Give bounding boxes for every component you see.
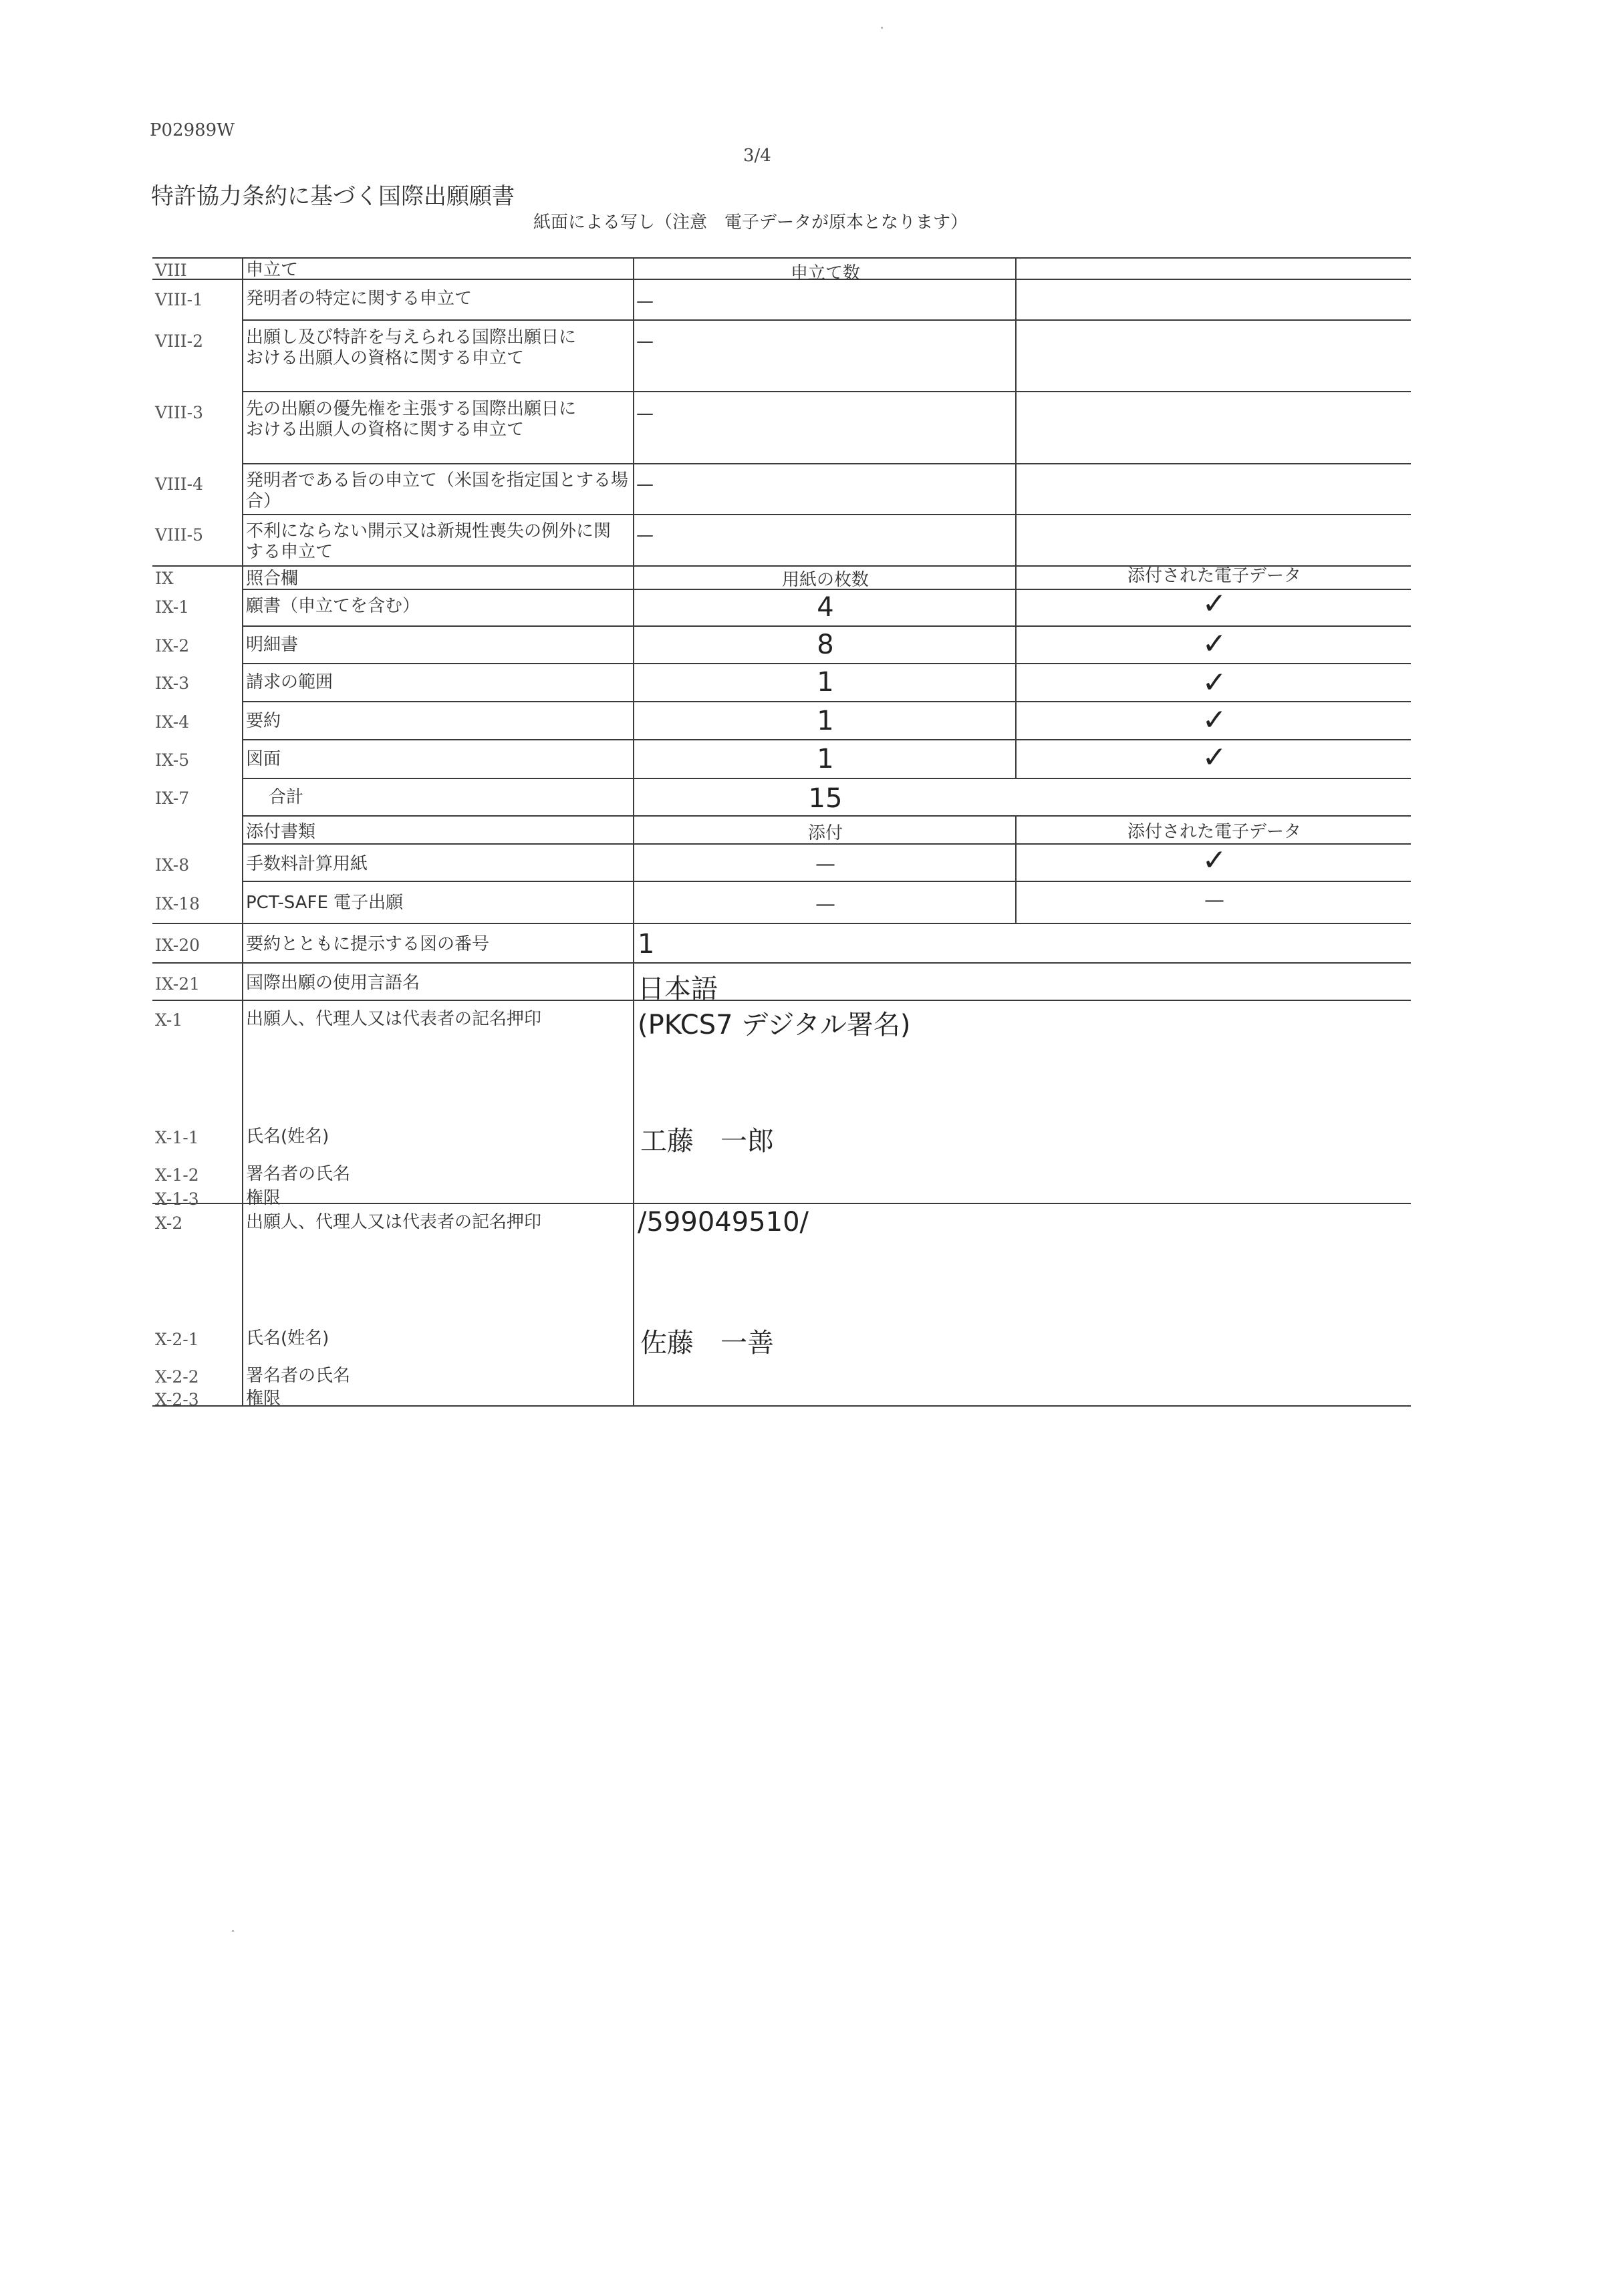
total-row-code: IX-7	[155, 788, 190, 808]
row-code: IX-21	[155, 974, 200, 994]
applicant-name: 佐藤 一善	[640, 1328, 774, 1358]
check-mark-icon: ✓	[1202, 703, 1227, 737]
authority-label: 権限	[246, 1188, 281, 1208]
document-subtitle: 紙面による写し（注意 電子データが原本となります）	[533, 212, 968, 233]
attached-value: —	[815, 893, 835, 916]
row-label: 請求の範囲	[246, 672, 333, 692]
row-code: VIII-4	[155, 474, 204, 494]
row-label: 発明者の特定に関する申立て	[246, 289, 473, 309]
row-value: —	[636, 404, 654, 424]
signature-block-label: 出願人、代理人又は代表者の記名押印	[246, 1212, 542, 1232]
scan-speck	[232, 1930, 234, 1932]
row-value: —	[636, 291, 654, 311]
sheet-count: 8	[817, 629, 834, 660]
row-label: 明細書	[246, 635, 299, 655]
electronic-data-header: 添付された電子データ	[1127, 566, 1301, 586]
section-ix-code: IX	[155, 569, 174, 588]
applicant-name: 工藤 一郎	[640, 1126, 774, 1157]
sheet-count: 1	[817, 706, 834, 736]
authority-code: X-2-3	[155, 1390, 199, 1409]
sheet-count: 1	[817, 667, 834, 698]
name-code: X-2-1	[155, 1330, 199, 1349]
check-mark-icon: ✓	[1202, 587, 1227, 621]
signature-value: (PKCS7 デジタル署名)	[638, 1010, 911, 1040]
row-value: —	[636, 474, 654, 494]
row-code: IX-1	[155, 597, 190, 617]
row-label: 先の出願の優先権を主張する国際出願日における出願人の資格に関する申立て	[246, 399, 577, 440]
signer-code: X-1-2	[155, 1165, 199, 1185]
sheet-count: 1	[817, 744, 834, 774]
authority-label: 権限	[246, 1389, 281, 1409]
check-mark-icon: ✓	[1202, 666, 1227, 700]
row-code: VIII-1	[155, 290, 204, 309]
attached-header: 添付	[807, 823, 843, 843]
check-mark-icon: ✓	[1202, 740, 1227, 774]
row-code: VIII-5	[155, 525, 204, 545]
language-name: 日本語	[638, 974, 718, 1004]
section-viii-code: VIII	[155, 261, 187, 280]
row-label: 国際出願の使用言語名	[246, 973, 420, 993]
section-ix-label: 照合欄	[246, 569, 299, 589]
row-label: 出願し及び特許を与えられる国際出願日における出願人の資格に関する申立て	[246, 327, 577, 368]
row-label: 要約	[246, 711, 281, 731]
name-label: 氏名(姓名)	[246, 1127, 329, 1147]
row-code: IX-18	[155, 894, 200, 913]
row-label: 不利にならない開示又は新規性喪失の例外に関する申立て	[246, 521, 612, 562]
name-code: X-1-1	[155, 1128, 199, 1147]
page-number: 3/4	[743, 146, 771, 166]
check-mark-icon: ✓	[1202, 843, 1227, 877]
row-label: 願書（申立てを含む）	[246, 596, 420, 616]
sheet-count: 4	[817, 592, 834, 623]
signer-code: X-2-2	[155, 1367, 199, 1387]
section-viii-label: 申立て	[246, 260, 299, 280]
total-sheet-count: 15	[808, 783, 843, 814]
figure-number: 1	[638, 929, 655, 960]
row-label: 要約とともに提示する図の番号	[246, 934, 490, 954]
signature-block-code: X-2	[155, 1213, 183, 1233]
sheets-header: 用紙の枚数	[781, 570, 869, 590]
signer-label: 署名者の氏名	[246, 1164, 351, 1184]
total-row-label: 合計	[269, 787, 304, 807]
row-label: 発明者である旨の申立て（米国を指定国とする場合）	[246, 470, 629, 511]
row-value: —	[636, 331, 654, 351]
row-label: 図面	[246, 749, 281, 769]
row-code: IX-5	[155, 750, 190, 770]
document-title: 特許協力条約に基づく国際出願願書	[151, 183, 515, 210]
row-code: IX-20	[155, 936, 200, 955]
attached-value: —	[815, 853, 835, 876]
document-reference: P02989W	[150, 120, 235, 140]
row-code: IX-3	[155, 674, 190, 693]
signer-label: 署名者の氏名	[246, 1366, 351, 1386]
check-mark-icon: ✓	[1202, 627, 1227, 661]
signature-value: /599049510/	[638, 1207, 809, 1238]
row-code: VIII-3	[155, 403, 204, 422]
authority-code: X-1-3	[155, 1189, 199, 1209]
row-code: VIII-2	[155, 331, 204, 351]
row-label: PCT-SAFE 電子出願	[246, 893, 404, 913]
name-label: 氏名(姓名)	[246, 1328, 329, 1348]
scan-speck	[881, 27, 883, 29]
signature-block-label: 出願人、代理人又は代表者の記名押印	[246, 1009, 542, 1029]
electronic-value: —	[1204, 889, 1224, 912]
row-code: IX-4	[155, 712, 190, 732]
declarations-count-header: 申立て数	[790, 263, 860, 283]
attached-electronic-header: 添付された電子データ	[1127, 822, 1301, 842]
row-value: —	[636, 525, 654, 545]
row-code: IX-8	[155, 855, 190, 875]
attachments-label: 添付書類	[246, 822, 316, 842]
signature-block-code: X-1	[155, 1010, 183, 1030]
row-code: IX-2	[155, 636, 190, 656]
row-label: 手数料計算用紙	[246, 854, 368, 874]
